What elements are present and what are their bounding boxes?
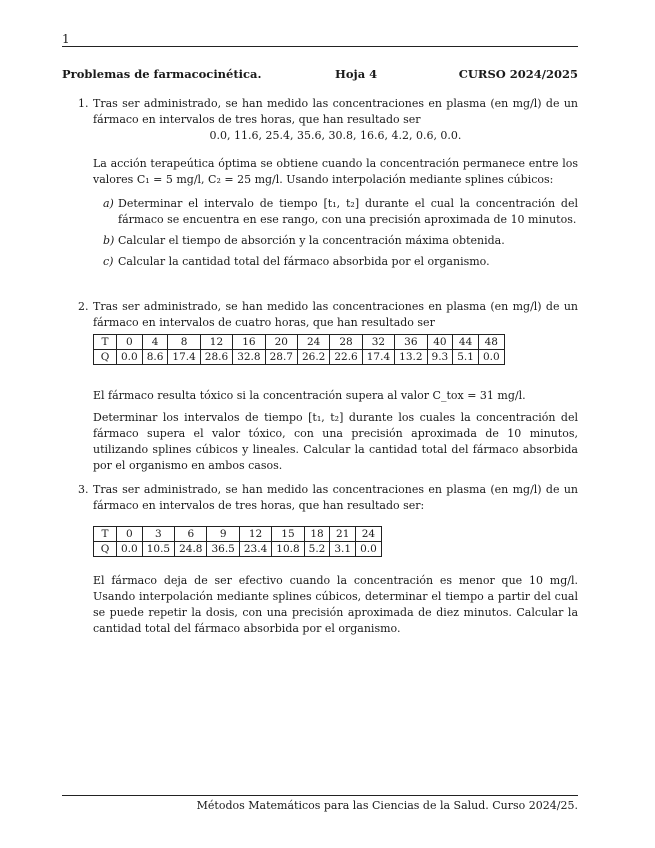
sub-item-label: b) — [103, 234, 115, 247]
sub-item-b — [103, 233, 578, 249]
problem-intro: Tras ser administrado, se han medido las concentraciones en plasma (en mg/l) de un fármaco en intervalos de cuatro horas, que han resultado ser — [93, 300, 578, 329]
table-cell: 6 — [175, 527, 207, 542]
table-cell: 28 — [330, 335, 362, 350]
sub-item-a — [103, 196, 578, 228]
table-cell: 13.2 — [395, 350, 427, 365]
sub-item-text: Calcular el tiempo de absorción y la concentración máxima obtenida. — [118, 234, 505, 247]
problem-2 — [78, 299, 578, 331]
header-sheet: Hoja 4 — [335, 67, 378, 81]
table-row-concentration — [94, 542, 382, 557]
header-rule — [62, 46, 578, 47]
problem-number: 2. — [78, 300, 89, 313]
concentration-values: 0.0, 11.6, 25.4, 35.6, 30.8, 16.6, 4.2, 0.6, 0.0. — [209, 129, 462, 142]
table-cell: 40 — [427, 335, 453, 350]
table-cell: 15 — [272, 527, 304, 542]
problem-2-text — [78, 388, 578, 474]
table-cell: 18 — [304, 527, 330, 542]
problem-paragraph-toxic: El fármaco resulta tóxico si la concentración supera al valor C_tox = 31 mg/l. — [93, 389, 526, 402]
table-row-time — [94, 335, 505, 350]
table-cell: 28.7 — [265, 350, 297, 365]
table-cell: 24 — [297, 335, 329, 350]
table-cell: 0 — [117, 527, 143, 542]
table-problem-3 — [93, 526, 382, 557]
table-cell: 0.0 — [356, 542, 382, 557]
table-cell: 10.8 — [272, 542, 304, 557]
table-cell: 5.1 — [453, 350, 479, 365]
table-row-time — [94, 527, 382, 542]
sheet-header — [62, 67, 578, 83]
table-cell: 28.6 — [200, 350, 232, 365]
table-cell: 17.4 — [362, 350, 394, 365]
table-cell: 32.8 — [233, 350, 265, 365]
table-cell: 16 — [233, 335, 265, 350]
table-cell: 17.4 — [168, 350, 200, 365]
table-cell: 5.2 — [304, 542, 330, 557]
table-cell: 36 — [395, 335, 427, 350]
table-cell: 48 — [478, 335, 504, 350]
sub-item-label: c) — [103, 255, 114, 268]
page-footer: Métodos Matemáticos para las Ciencias de la Salud. Curso 2024/25. — [196, 799, 578, 812]
table-row-concentration — [94, 350, 505, 365]
table-cell: 3 — [142, 527, 174, 542]
table-row-label: T — [94, 527, 117, 542]
problem-3 — [78, 482, 578, 514]
sub-item-text: Determinar el intervalo de tiempo [t₁, t₂] durante el cual la concentración del fármaco se encuentra en ese rango, con una precisión aproximada de 10 minutos. — [118, 197, 578, 226]
sub-item-text: Calcular la cantidad total del fármaco absorbida por el organismo. — [118, 255, 490, 268]
table-cell: 9.3 — [427, 350, 453, 365]
table-cell: 0.0 — [117, 542, 143, 557]
table-cell: 10.5 — [142, 542, 174, 557]
table-row-label: Q — [94, 350, 117, 365]
page-number: 1 — [62, 32, 70, 46]
problem-number: 3. — [78, 483, 89, 496]
table-row-label: T — [94, 335, 117, 350]
table-cell: 3.1 — [330, 542, 356, 557]
problem-intro: Tras ser administrado, se han medido las concentraciones en plasma (en mg/l) de un fármaco en intervalos de tres horas, que han resultado ser — [93, 97, 578, 126]
table-cell: 0.0 — [117, 350, 143, 365]
table-cell: 26.2 — [297, 350, 329, 365]
table-cell: 12 — [239, 527, 271, 542]
table-cell: 12 — [200, 335, 232, 350]
problem-1 — [78, 96, 578, 270]
table-cell: 23.4 — [239, 542, 271, 557]
table-cell: 36.5 — [207, 542, 239, 557]
table-cell: 32 — [362, 335, 394, 350]
problem-number: 1. — [78, 97, 89, 110]
concentration-table — [93, 526, 382, 557]
problem-intro: Tras ser administrado, se han medido las concentraciones en plasma (en mg/l) de un fármaco en intervalos de tres horas, que han resultado ser: — [93, 483, 578, 512]
concentration-table — [93, 334, 505, 365]
table-cell: 0 — [117, 335, 143, 350]
table-cell: 4 — [142, 335, 168, 350]
table-cell: 44 — [453, 335, 479, 350]
table-cell: 24.8 — [175, 542, 207, 557]
problem-paragraph-task: Determinar los intervalos de tiempo [t₁, t₂] durante los cuales la concentración del fármaco supera el valor tóxico, con una precisión aproximada de 10 minutos, utilizando splines cúbicos y lineales. Calcular la cantidad total del fármaco absorbida por el organismo en ambos casos. — [93, 411, 578, 472]
header-course: CURSO 2024/2025 — [458, 67, 578, 81]
table-cell: 24 — [356, 527, 382, 542]
table-cell: 8.6 — [142, 350, 168, 365]
table-row-label: Q — [94, 542, 117, 557]
table-cell: 22.6 — [330, 350, 362, 365]
table-cell: 8 — [168, 335, 200, 350]
footer-rule — [62, 795, 578, 796]
sub-item-label: a) — [103, 197, 114, 210]
table-problem-2 — [93, 334, 505, 365]
table-cell: 21 — [330, 527, 356, 542]
table-cell: 9 — [207, 527, 239, 542]
problem-3-text — [78, 573, 578, 637]
table-cell: 20 — [265, 335, 297, 350]
sub-item-c — [103, 254, 578, 270]
header-title: Problemas de farmacocinética. — [62, 67, 262, 81]
problem-paragraph: La acción terapeútica óptima se obtiene cuando la concentración permanece entre los valores C₁ = 5 mg/l, C₂ = 25 mg/l. Usando interpolación mediante splines cúbicos: — [93, 157, 578, 186]
table-cell: 0.0 — [478, 350, 504, 365]
problem-paragraph: El fármaco deja de ser efectivo cuando la concentración es menor que 10 mg/l. Usando interpolación mediante splines cúbicos, determinar el tiempo a partir del cual se puede repetir la dosis, con una precisión aproximada de diez minutos. Calcular la cantidad total del fármaco absorbida por el organismo. — [93, 574, 578, 635]
